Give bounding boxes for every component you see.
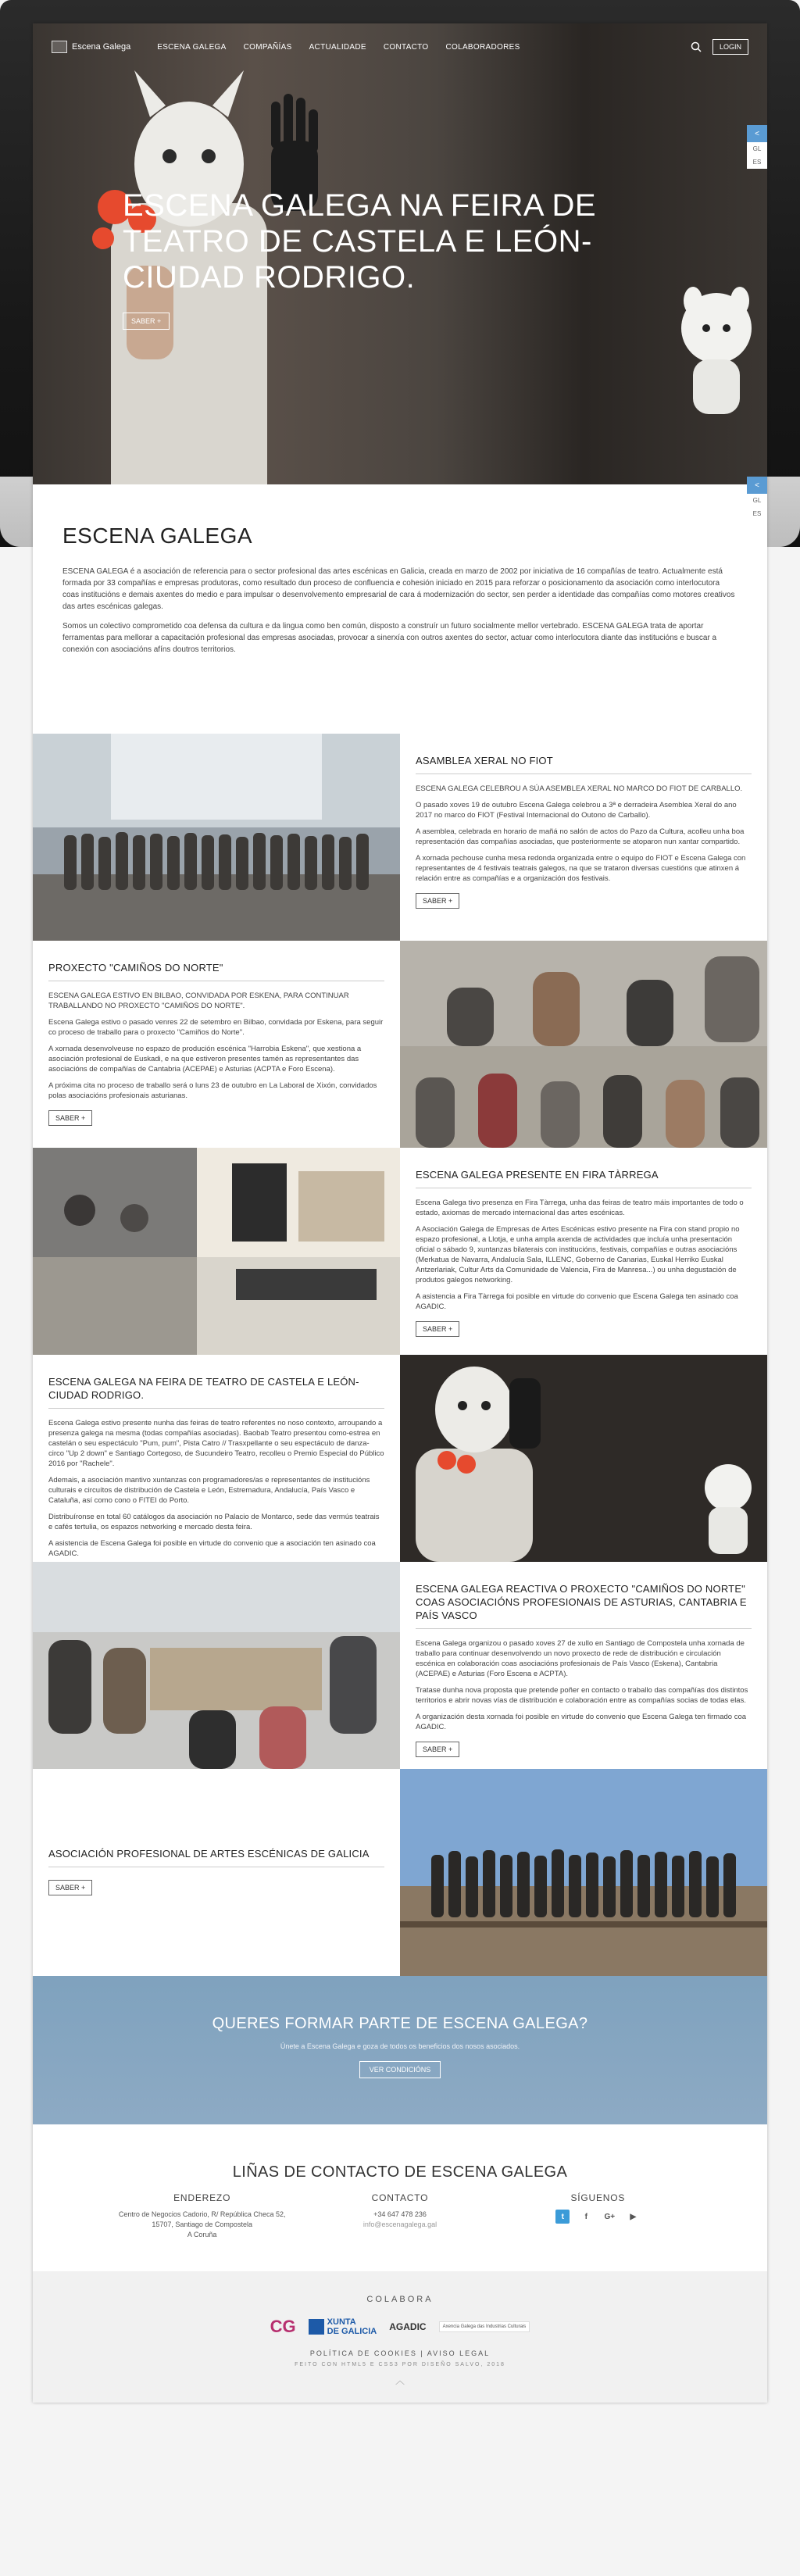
address-label: ENDEREZO (173, 2192, 231, 2203)
xunta-emblem-icon (309, 2319, 324, 2335)
nav-link-companias[interactable]: COMPAÑÍAS (243, 42, 292, 52)
post-paragraph: A xornada pechouse cunha mesa redonda organizada entre o equipo do FIOT e Escena Galega con representantes de 4 festivais teatrais galegos, na que se trataron diversas cuestións que atinxen á relación entre as compañías e a organización dos festivais. (416, 854, 746, 883)
post-text-caminos (33, 941, 400, 1148)
saber-button[interactable]: SABER + (48, 1880, 92, 1895)
saber-button[interactable]: SABER + (48, 1110, 92, 1126)
intro-paragraph-1: ESCENA GALEGA é a asociación de referencia para o sector profesional das artes escénicas en Galicia, creada en marzo de 2002 por iniciativa de 16 compañías de teatro. Actualmente está formada por 33 compañías e empresas produtoras, como resultado dun proceso de confluencia e cohesión iniciado en 2015 para reforzar o posicionamento da asociación como interlocutora coas institucións e demais axentes do medio e para impulsar o desenvolvemento empresarial de cara á modernización do sector, sen perder a identidade das compañías como motores creativos das artes escénicas galegas. (62, 567, 735, 611)
post-text-tarrega (400, 1148, 767, 1355)
contact-label: CONTACTO (371, 2192, 429, 2203)
lang-gl[interactable]: GL (752, 145, 762, 152)
post-paragraph: ESCENA GALEGA ESTIVO EN BILBAO, CONVIDADA POR ESKENA, PARA CONTINUAR TRABALLANDO NO PROXECTO "CAMIÑOS DO NORTE". (48, 991, 349, 1010)
hero-saber-button[interactable]: SABER + (123, 313, 170, 330)
address-line: 15707, Santiago de Compostela (152, 2221, 252, 2228)
lang-gl[interactable]: GL (752, 497, 762, 504)
sponsor-logos (33, 2317, 767, 2337)
post-paragraph: A asistencia a Fira Tàrrega foi posible en virtude do convenio que Escena Galega ten asinado coa AGADIC. (416, 1292, 738, 1311)
chevron-up-icon[interactable]: ︿ (395, 2375, 405, 2386)
logo-mark-icon (52, 41, 67, 53)
post-title[interactable]: ESCENA GALEGA NA FEIRA DE TEATRO DE CASTELA E LEÓN-CIUDAD RODRIGO. (48, 1375, 384, 1409)
address-line: A Coruña (187, 2231, 217, 2238)
post-title[interactable]: ASOCIACIÓN PROFESIONAL DE ARTES ESCÉNICAS DE GALICIA (48, 1847, 384, 1867)
language-switcher-side (747, 477, 767, 520)
post-title[interactable]: ASAMBLEA XERAL NO FIOT (416, 754, 752, 774)
search-icon[interactable] (691, 41, 702, 52)
post-image-ciudad-rodrigo[interactable] (400, 1355, 767, 1562)
post-row (33, 1562, 767, 1769)
site-logo[interactable] (52, 41, 130, 53)
post-image-tarrega[interactable] (33, 1148, 400, 1355)
youtube-icon[interactable]: ▶ (630, 2212, 637, 2221)
ver-condicions-button[interactable]: VER CONDICIÓNS (359, 2061, 441, 2078)
nav-right (691, 39, 748, 55)
post-image-caminos-reactiva[interactable] (33, 1562, 400, 1769)
logo-text: Escena Galega (72, 42, 131, 52)
spacer (33, 687, 767, 734)
post-paragraph: O pasado xoves 19 de outubro Escena Galega celebrou a 3ª e derradeira Asemblea Xeral do ano 2017 no marco do FIOT (Festival Internacional do Outono de Carballo). (416, 801, 737, 820)
facebook-icon[interactable]: f (584, 2212, 588, 2221)
intro-title: ESCENA GALEGA (62, 523, 253, 548)
footer (33, 2271, 767, 2403)
post-row (33, 1148, 767, 1355)
post-paragraph: A Asociación Galega de Empresas de Artes Escénicas estivo presente na Fira con stand propio no espazo profesional, a Llotja, e unha ampla axenda de actividades que incluía unha presentación oficial o sábado 9, xuntanzas bilaterais con institucións, festivais, compañías e outras asociacións (Merkatua de Navarra, Andalucía Sala, ILLENC, Goberno de Canarias, Euskal Herriko Euskal Antzerlariak, Cultur Arts da Comunidade de Valencia, Fira de Manresa...) ou unha degustación de produtos galegos networking. (416, 1225, 740, 1284)
contact-column (301, 2192, 498, 2240)
colabora-label: COLABORA (366, 2295, 434, 2304)
post-paragraph: A xornada desenvolveuse no espazo de produción escénica "Harrobia Eskena", que xestiona a asociación profesional de Euskadi, e na que estiveron presentes tamén as representantes das asociacións de compañías de Cantabria (ACEPAE) e Asturias (ACPTA e Foro Escena). (48, 1045, 362, 1074)
agadic-subtitle: Axencia Galega das Industrias Culturais (439, 2321, 530, 2332)
post-paragraph: Ademais, a asociación mantivo xuntanzas con programadores/as e representantes de institucións culturais e circuítos de distribución de Castela e León, Estremadura, Andalucía, País Vasco e Cataluña, así como cono o FITEI do Porto. (48, 1476, 370, 1505)
post-title[interactable]: ESCENA GALEGA REACTIVA O PROXECTO "CAMIÑOS DO NORTE" COAS ASOCIACIÓNS PROFESIONAIS DE ASTURIAS, CANTABRIA E PAÍS VASCO (416, 1582, 752, 1629)
post-title[interactable]: ESCENA GALEGA PRESENTE EN FIRA TÀRREGA (416, 1168, 752, 1188)
saber-button[interactable]: SABER + (416, 1321, 459, 1337)
post-paragraph: Distribuíronse en total 60 catálogos da asociación no Palacio de Montarco, sede das vermús teatrais e cafés tertulia, os espazos networking e mercado desta feira. (48, 1513, 380, 1531)
contact-columns (56, 2192, 744, 2240)
post-paragraph: A organización desta xornada foi posible en virtude do convenio que Escena Galega ten firmado coa AGADIC. (416, 1713, 747, 1731)
post-paragraph: Escena Galega estivo presente nunha das feiras de teatro referentes no noso contexto, arroupando a presenza galega na mesma (todas compañías asociadas). Baobab Teatro presentou como-estrea en castelán o seu espectáculo "Pum, pum", Pista Catro // Trasxpellante o seu espectáculo de danza-circo "Up 2 down" e Santiago Cortegoso, de Sucundeiro Teatro, recolleu o Premio Especial do Público 2016 por "Rachele". (48, 1419, 384, 1468)
post-text-ciudad-rodrigo (33, 1355, 400, 1562)
post-paragraph: A próxima cita no proceso de traballo será o luns 23 de outubro en La Laboral de Xixón, convidados polas asociacións profesionais asturianas. (48, 1081, 377, 1100)
address-line: Centro de Negocios Cadorio, R/ República Checa 52, (118, 2210, 286, 2218)
twitter-icon[interactable]: t (555, 2210, 570, 2224)
phone-number[interactable]: +34 647 478 236 (373, 2210, 427, 2218)
social-icons (499, 2210, 697, 2224)
post-paragraph: Escena Galega organizou o pasado xoves 27 de xullo en Santiago de Compostela unha xornada de traballo para continuar desenvolvendo un novo proxecto de rede de distribución e circulación escénica en colaboración coas asociacións profesionais de País Vasco (Eskena), Cantabria (ACEPAE) e Asturias (Foro Escena e ACPTA). (416, 1639, 745, 1678)
language-switcher-hero (747, 125, 767, 169)
contact-title: LIÑAS DE CONTACTO DE ESCENA GALEGA (232, 2163, 568, 2181)
footer-credit: FEITO CON HTML5 E CSS3 POR DISEÑO SALVO, 2018 (295, 2362, 505, 2367)
share-icon[interactable]: < (747, 125, 767, 142)
saber-button[interactable]: SABER + (416, 893, 459, 909)
post-paragraph: A asistencia de Escena Galega foi posible en virtude do convenio que a asociación ten asinado coa AGADIC. (48, 1539, 376, 1558)
lang-es[interactable]: ES (752, 510, 762, 517)
legal-links[interactable]: POLÍTICA DE COOKIES | AVISO LEGAL (309, 2349, 491, 2357)
post-text-caminos-reactiva (400, 1562, 767, 1769)
post-paragraph: Tratase dunha nova proposta que pretende poñer en contacto o traballo das compañías dos distintos territorios e abrir novas vías de distribución e colaboración entre as compañías socias de todas elas. (416, 1686, 748, 1705)
post-paragraph: ESCENA GALEGA CELEBROU A SÚA ASEMBLEA XERAL NO MARCO DO FIOT DE CARBALLO. (416, 784, 743, 793)
follow-label: SÍGUENOS (570, 2192, 626, 2203)
post-paragraph: Escena Galega tivo presenza en Fira Tàrrega, unha das feiras de teatro máis importantes de todo o estado, axiomas de mercado internacional das artes escénicas. (416, 1199, 744, 1217)
top-navigation (33, 23, 767, 70)
post-image-asociacion[interactable] (400, 1769, 767, 1976)
intro-section (33, 481, 767, 687)
xunta-logo[interactable] (309, 2317, 377, 2336)
post-row (33, 1769, 767, 1976)
cg-logo[interactable]: CG (270, 2317, 296, 2336)
post-image-asamblea[interactable] (33, 734, 400, 941)
address-column (103, 2192, 301, 2240)
post-paragraph: Escena Galega estivo o pasado venres 22 de setembro en Bilbao, convidada por Eskena, para seguir co proceso de traballo para o proxecto "Camiños do Norte". (48, 1018, 384, 1037)
post-row (33, 734, 767, 941)
intro-paragraph-2: Somos un colectivo comprometido coa defensa da cultura e da lingua como ben común, disposto a construír un futuro socialmente mellor vertebrado. ESCENA GALEGA trata de aportar ferramentas para mellorar a capacitación profesional das empresas asociadas, provocar a sinerxía con outros axentes do sector, actuar como interlocutora diante das institucións e buscar a conexión con asociacións afíns doutros territorios. (62, 622, 717, 654)
nav-link-actualidade[interactable]: ACTUALIDADE (309, 42, 366, 52)
share-icon[interactable]: < (747, 477, 767, 494)
google-plus-icon[interactable]: G+ (604, 2212, 616, 2221)
saber-button[interactable]: SABER + (416, 1742, 459, 1757)
post-text-asociacion (33, 1769, 400, 1976)
post-row (33, 1355, 767, 1562)
website-page (33, 23, 767, 2403)
cta-text: Únete a Escena Galega e goza de todos os beneficios dos nosos asociados. (280, 2042, 520, 2050)
join-cta (33, 1976, 767, 2124)
hero-title: ESCENA GALEGA NA FEIRA DE TEATRO DE CASTELA E LEÓN-CIUDAD RODRIGO. (123, 188, 597, 295)
nav-link-colaboradores[interactable]: COLABORADORES (445, 42, 520, 52)
nav-links (157, 43, 520, 52)
agadic-logo[interactable]: AGADIC (389, 2321, 427, 2332)
post-row (33, 941, 767, 1148)
post-paragraph: A asemblea, celebrada en horario de mañá no salón de actos do Pazo da Cultura, acolleu unha boa representación das compañías asociadas, que posteriormente se atoparon nun xantar compartido. (416, 827, 745, 846)
hero (33, 23, 767, 484)
post-title[interactable]: PROXECTO "CAMIÑOS DO NORTE" (48, 961, 384, 981)
cta-title: QUERES FORMAR PARTE DE ESCENA GALEGA? (212, 2015, 588, 2032)
nav-link-contacto[interactable]: CONTACTO (383, 42, 429, 52)
contact-section (33, 2124, 767, 2271)
email-link[interactable]: info@escenagalega.gal (362, 2221, 438, 2228)
post-image-caminos[interactable] (400, 941, 767, 1148)
social-column (499, 2192, 697, 2240)
lang-es[interactable]: ES (752, 159, 762, 166)
login-button[interactable]: LOGIN (712, 39, 748, 55)
nav-link-escena-galega[interactable]: ESCENA GALEGA (157, 42, 227, 52)
hero-white-creature (673, 281, 759, 414)
xunta-logo-text: XUNTA DE GALICIA (327, 2317, 377, 2336)
post-text-asamblea (400, 734, 767, 941)
